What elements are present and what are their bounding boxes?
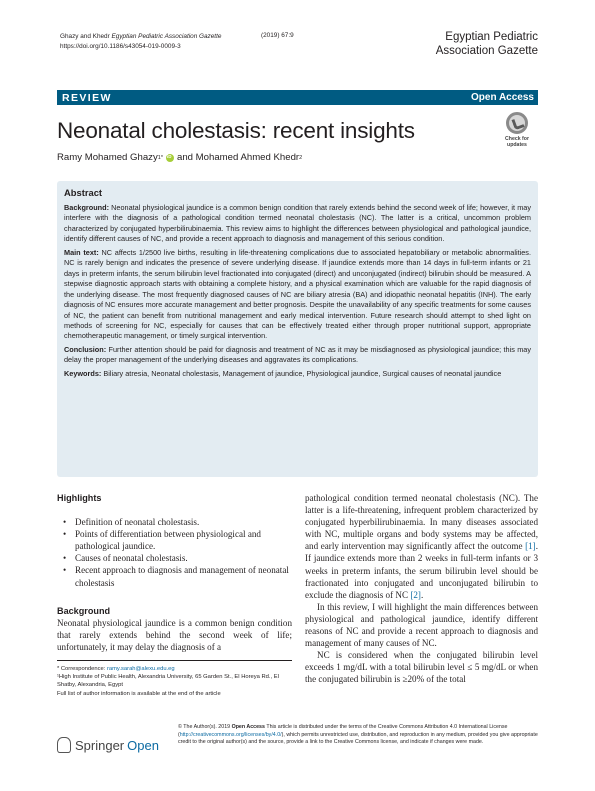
- author-list: [57, 152, 302, 163]
- license-body-end: ), which permits unrestricted use, distribution, and reproduction in any medium, provided you give appropriate credit to the original author(s) and the source, provide a link to the Creative Commons license, and indicate if changes were made.: [178, 731, 538, 746]
- left-column: [57, 492, 292, 653]
- publisher-open: Open: [127, 737, 159, 753]
- body-text: .: [420, 589, 424, 600]
- abstract-main-body: NC affects 1/2500 live births, resulting in life-threatening complications due to associated hepatobiliary or metabolic abnormalities. NC is rarely benign and indicates the presence of severe underlying disease. If jaundice extends more than 14 days in full-term infants or 21 days in preterm infants, the serum bilirubin level fractionated into conjugated (direct) and unconjugated (indirect) bilirubin should be measured. A stepwise diagnostic approach starts with obtaining a complete history, and a physical examination which are valuable for the rapid diagnosis of the underlying disease. The most frequently diagnosed causes of NC are biliary atresia (BA) and idiopathic neonatal hepatitis (INH). The early diagnosis of NC ensures more accurate management and better prognosis. Despite the unavailability of any specific treatments for some causes of NC, the patient can benefit from nutritional management and early medical intervention. Future research should attempt to shed light on methods of screening for NC, especially for causes that can be effectively treated either through proper nutritional support, appropriate chemotherapeutic management, or timely surgical intervention.: [64, 247, 531, 341]
- check-updates-line1: Check for: [505, 136, 529, 142]
- license-link[interactable]: http://creativecommons.org/licenses/by/4.0/: [179, 731, 282, 738]
- abstract-box: [57, 181, 538, 477]
- background-paragraph: Neonatal physiological jaundice is a common benign condition that rarely extends behind the second week of life; unfortunately, it may delay the diagnosis of a: [57, 617, 292, 652]
- body-paragraph-3: NC is considered when the conjugated bilirubin level exceeds 1 mg/dL with a total bilirubin level ≤ 5 mg/dL or when the conjugated bilirubin is ≥20% of the total: [305, 650, 538, 685]
- right-column: [305, 492, 538, 686]
- license-copyright: © The Author(s). 2019: [178, 724, 232, 730]
- check-updates-icon: [506, 112, 528, 134]
- citation-link[interactable]: [2]: [410, 589, 421, 600]
- body-text: . If jaundice extends more than 2 weeks in full-term infants or 3 weeks in preterm infants, the serum bilirubin level should be fractionated into conjugated and unconjugated bilirubin to exclude the diagnosis of NC: [305, 541, 538, 600]
- publisher-name: Springer: [75, 737, 125, 753]
- springer-horse-icon: [57, 737, 71, 753]
- body-text: pathological condition termed neonatal cholestasis (NC). The latter is a life-threatening, infrequent problem characterized by conjugated hyperbilirubinaemia. In many diseases associated with NC, multiple organs and body systems may be affected, and early intervention may significantly affect the outcome: [305, 493, 538, 552]
- abstract-keywords-text: Biliary atresia, Neonatal cholestasis, Management of jaundice, Physiological jaundice, Surgical causes of neonatal jaundice: [101, 368, 502, 378]
- license-body: This article is distributed under the terms of the Creative Commons Attribution 4.0 International License (: [178, 724, 508, 738]
- abstract-main-label: Main text:: [64, 247, 99, 257]
- body-paragraph-1: [305, 492, 538, 601]
- author-1[interactable]: Ramy Mohamed Ghazy: [57, 152, 158, 163]
- abstract-background-label: Background:: [64, 203, 109, 212]
- list-item: • Definition of neonatal cholestasis.: [63, 516, 292, 528]
- abstract-background-text: Neonatal physiological jaundice is a common benign condition that rarely extends behind the second week of life; however, it may interfere with the diagnosis of a pathological condition termed neonatal cholestasis (NC). The latter is a critical, uncommon problem characterized by conjugated hyperbilirubinaemia. This review aims to highlight the differences between physiological and pathological jaundice, identify different causes of NC, and provide a recent approach to diagnosis and management of this serious condition.: [64, 203, 531, 244]
- journal-name-line2: Association Gazette: [435, 45, 538, 57]
- article-title: Neonatal cholestasis: recent insights: [57, 118, 415, 143]
- affiliation-1: ¹High Institute of Public Health, Alexandria University, 65 Garden St., El Horeya Rd., El Shatby, Alexandria, Egypt: [57, 674, 279, 689]
- open-access-label: Open Access: [471, 92, 534, 103]
- highlights-list: [57, 516, 292, 589]
- abstract-keywords: [64, 369, 531, 379]
- abstract-main-text: [64, 248, 531, 342]
- author-2-affiliation: 2: [299, 154, 303, 161]
- journal-name-line1: Egyptian Pediatric: [445, 31, 538, 43]
- abstract-conclusion-label: Conclusion:: [64, 344, 107, 354]
- author-2[interactable]: and Mohamed Ahmed Khedr: [176, 152, 300, 163]
- highlights-heading: Highlights: [57, 493, 102, 503]
- citation-journal: Egyptian Pediatric Association Gazette: [111, 33, 222, 40]
- section-banner: [57, 90, 538, 105]
- list-item: • Recent approach to diagnosis and management of neonatal cholestasis: [63, 564, 292, 588]
- license-open-access: Open Access: [231, 724, 265, 730]
- abstract-background: [64, 203, 531, 245]
- running-header: [60, 32, 221, 52]
- journal-name: [388, 30, 538, 58]
- correspondence-label: * Correspondence:: [57, 666, 107, 672]
- orcid-icon[interactable]: [166, 154, 174, 162]
- check-for-updates-button[interactable]: [497, 112, 537, 154]
- abstract-conclusion-text: Further attention should be paid for diagnosis and treatment of NC as it may be misdiagnosed as physiological jaundice; this may delay the proper management of the underlying diseases and aggravates its complications.: [64, 344, 531, 365]
- list-item: • Causes of neonatal cholestasis.: [63, 552, 292, 564]
- author-1-affiliation: 1*: [157, 154, 163, 161]
- section-label: REVIEW: [62, 91, 112, 104]
- citation-link[interactable]: [1]: [525, 541, 536, 552]
- footnote: [57, 660, 292, 698]
- year-volume: (2019) 67:9: [261, 32, 294, 39]
- license-text: [178, 724, 538, 747]
- doi-link[interactable]: https://doi.org/10.1186/s43054-019-0009-3: [60, 43, 181, 50]
- check-updates-line2: updates: [507, 142, 527, 148]
- correspondence-email[interactable]: ramy.sarah@alexu.edu.eg: [106, 666, 175, 672]
- citation-authors: Ghazy and Khedr: [60, 33, 110, 40]
- abstract-heading: Abstract: [64, 187, 103, 198]
- abstract-keywords-label: Keywords:: [64, 368, 102, 378]
- background-heading: Background: [57, 605, 111, 616]
- publisher-logo: [57, 737, 159, 753]
- affiliation-note: Full list of author information is available at the end of the article: [57, 690, 221, 697]
- list-item: • Points of differentiation between physiological and pathological jaundice.: [63, 528, 292, 552]
- abstract-conclusion: [64, 345, 531, 366]
- body-paragraph-2: In this review, I will highlight the main differences between physiological and pathological jaundice, identify different reasons of NC and provide a recent approach to diagnosis and management of many causes of NC.: [305, 601, 538, 649]
